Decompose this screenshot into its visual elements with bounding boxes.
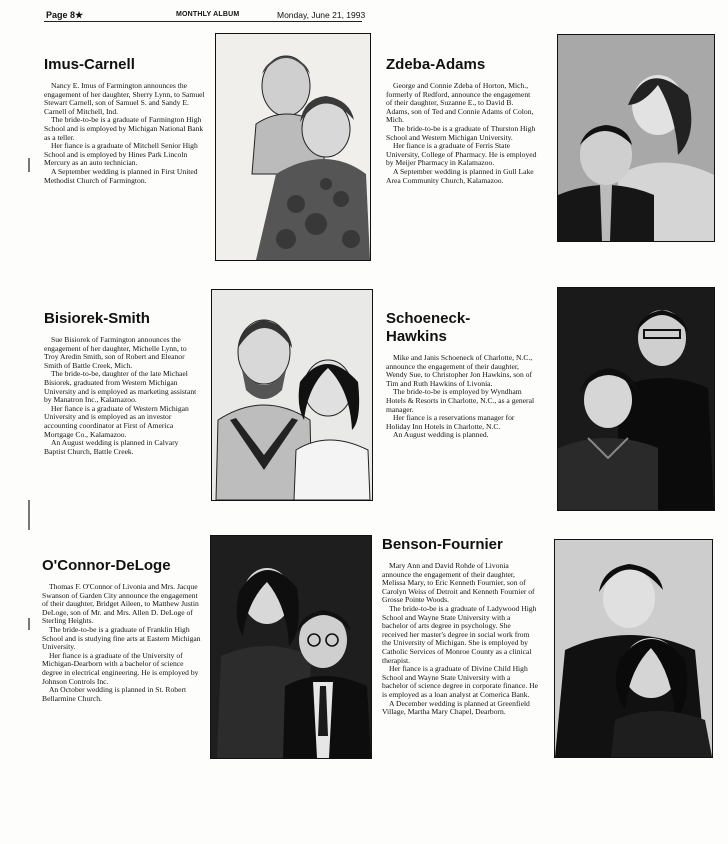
announcement-body [386, 354, 536, 440]
announcement-body [382, 562, 538, 717]
announcement-body [386, 82, 538, 185]
paragraph: Her fiance is a reservations manager for Holiday Inn Hotels in Charlotte, N.C. [386, 413, 515, 431]
couple-photo [210, 535, 372, 759]
announcement-body [44, 82, 208, 185]
paragraph: A September wedding is planned in Gull Lake Area Community Church, Kalamazoo. [386, 166, 534, 185]
paragraph: An August wedding is planned in Calvary Baptist Church, Battle Creek. [44, 438, 179, 456]
paragraph: The bride-to-be is a graduate of Franklin High School and is studying fine arts at Eastern Michigan University. [42, 624, 201, 652]
couple-photo [215, 33, 371, 261]
paragraph: Mike and Janis Schoeneck of Charlotte, N.C., announce the engagement of their daughter, Wendy Sue, to Christopher Jon Hawkins, son of Tim and Ruth Hawkins of Livonia. [386, 353, 533, 388]
margin-mark [28, 500, 30, 530]
paragraph: Her fiance is a graduate of Divine Child High School and Wayne State University with a bachelor of science degree in corporate finance. He is employed as a loan analyst at Comerica Bank. [382, 664, 539, 699]
announcement-zdeba-adams [386, 56, 538, 185]
paragraph: The bride-to-be is a graduate of Ladywood High School and Wayne State University with a bachelor of arts degree in psychology. She received her master's degree in social work from the University of Michigan. She is employed by Catholic Services of Monroe County as a clinical therapist. [382, 603, 537, 665]
announcement-body [44, 336, 200, 456]
couple-photo [557, 287, 715, 511]
announcement-title: Bisiorek-Smith [44, 310, 150, 327]
couple-photo [211, 289, 373, 501]
margin-mark [28, 158, 30, 172]
announcement-body [42, 583, 202, 703]
announcement-bisiorek-smith [44, 310, 200, 456]
margin-mark [28, 618, 30, 630]
paragraph: Her fiance is a graduate of the University of Michigan-Dearborn with a bachelor of science degree in electrical engineering. He is employed by Johnson Controls Inc. [42, 650, 199, 686]
announcement-benson-fournier [382, 536, 538, 717]
paragraph: The bride-to-be is a graduate of Farmington High School and is employed by Michigan National Bank as a teller. [44, 115, 204, 142]
announcement-schoeneck-hawkins [386, 310, 536, 440]
paragraph: Her fiance is a graduate of Ferris State University, College of Pharmacy. He is employed by Meijer Pharmacy in Kalamazoo. [386, 141, 537, 168]
paragraph: Her fiance is a graduate of Mitchell Senior High School and is employed by Hines Park Lincoln Mercury as an auto technician. [44, 141, 198, 168]
paragraph: An August wedding is planned. [393, 430, 489, 440]
announcement-oconnor-deloge [42, 557, 202, 703]
paragraph: Her fiance is a graduate of Western Michigan University and is employed as an investor accounting coordinator at First of America Mortgage Co., Kalamazoo. [44, 403, 189, 439]
announcement-title: Imus-Carnell [44, 56, 135, 73]
paragraph: A December wedding is planned at Greenfield Village, Martha Mary Chapel, Dearborn. [382, 698, 530, 717]
paragraph: The bride-to-be is employed by Wyndham Hotels & Resorts in Charlotte, N.C., as a general manager. [386, 387, 535, 414]
paragraph: Thomas F. O'Connor of Livonia and Mrs. Jacque Swanson of Garden City announce the engagement of their daughter, Bridget Aileen, to Matthew Justin DeLoge, son of Mr. and Mrs. Allen D. DeLoge of Sterling Heights. [42, 582, 199, 626]
paragraph: The bride-to-be is a graduate of Thurston High School and Western Michigan University. [386, 123, 536, 142]
section-name: MONTHLY ALBUM [176, 11, 240, 18]
publication-date: Monday, June 21, 1993 [277, 10, 366, 20]
page-header [0, 0, 728, 24]
couple-photo [557, 34, 715, 242]
paragraph: An October wedding is planned in St. Robert Bellarmine Church. [42, 685, 187, 703]
couple-photo [554, 539, 713, 758]
paragraph: Mary Ann and David Rohde of Livonia announce the engagement of their daughter, Melissa Mary, to Eric Kenneth Fournier, son of Carolyn Weiss of Detroit and Kenneth Fournier of Grosse Pointe Woods. [382, 561, 535, 605]
paragraph: Sue Bisiorek of Farmington announces the engagement of her daughter, Michelle Lynn, to Troy Aredin Smith, son of Robert and Eleanor Smith of Battle Creek, Mich. [44, 335, 187, 370]
paragraph: A September wedding is planned in First United Methodist Church of Farmington. [44, 166, 198, 185]
paragraph: George and Connie Zdeba of Horton, Mich., formerly of Redford, announce the engagement of their daughter, Suzanne E., to David B. Adams, son of Ted and Connie Adams of Colon, Mich. [386, 81, 534, 125]
announcement-title: Schoeneck-Hawkins [386, 310, 471, 345]
announcement-title: O'Connor-DeLoge [42, 557, 171, 574]
paragraph: The bride-to-be, daughter of the late Michael Bisiorek, graduated from Western Michigan University and is employed as marketing assistant by Manatron Inc., Kalamazoo. [44, 369, 197, 405]
announcement-title: Benson-Fournier [382, 536, 503, 553]
announcement-title: Zdeba-Adams [386, 56, 486, 73]
announcement-imus-carnell [44, 56, 208, 185]
page-number: Page 8★ [46, 10, 84, 20]
header-rule [44, 21, 362, 22]
paragraph: Nancy E. Imus of Farmington announces the engagement of her daughter, Sherry Lynn, to Samuel Stewart Carnell, son of Samuel S. and Sandy E. Carnell of Mitchell, Ind. [44, 81, 205, 116]
